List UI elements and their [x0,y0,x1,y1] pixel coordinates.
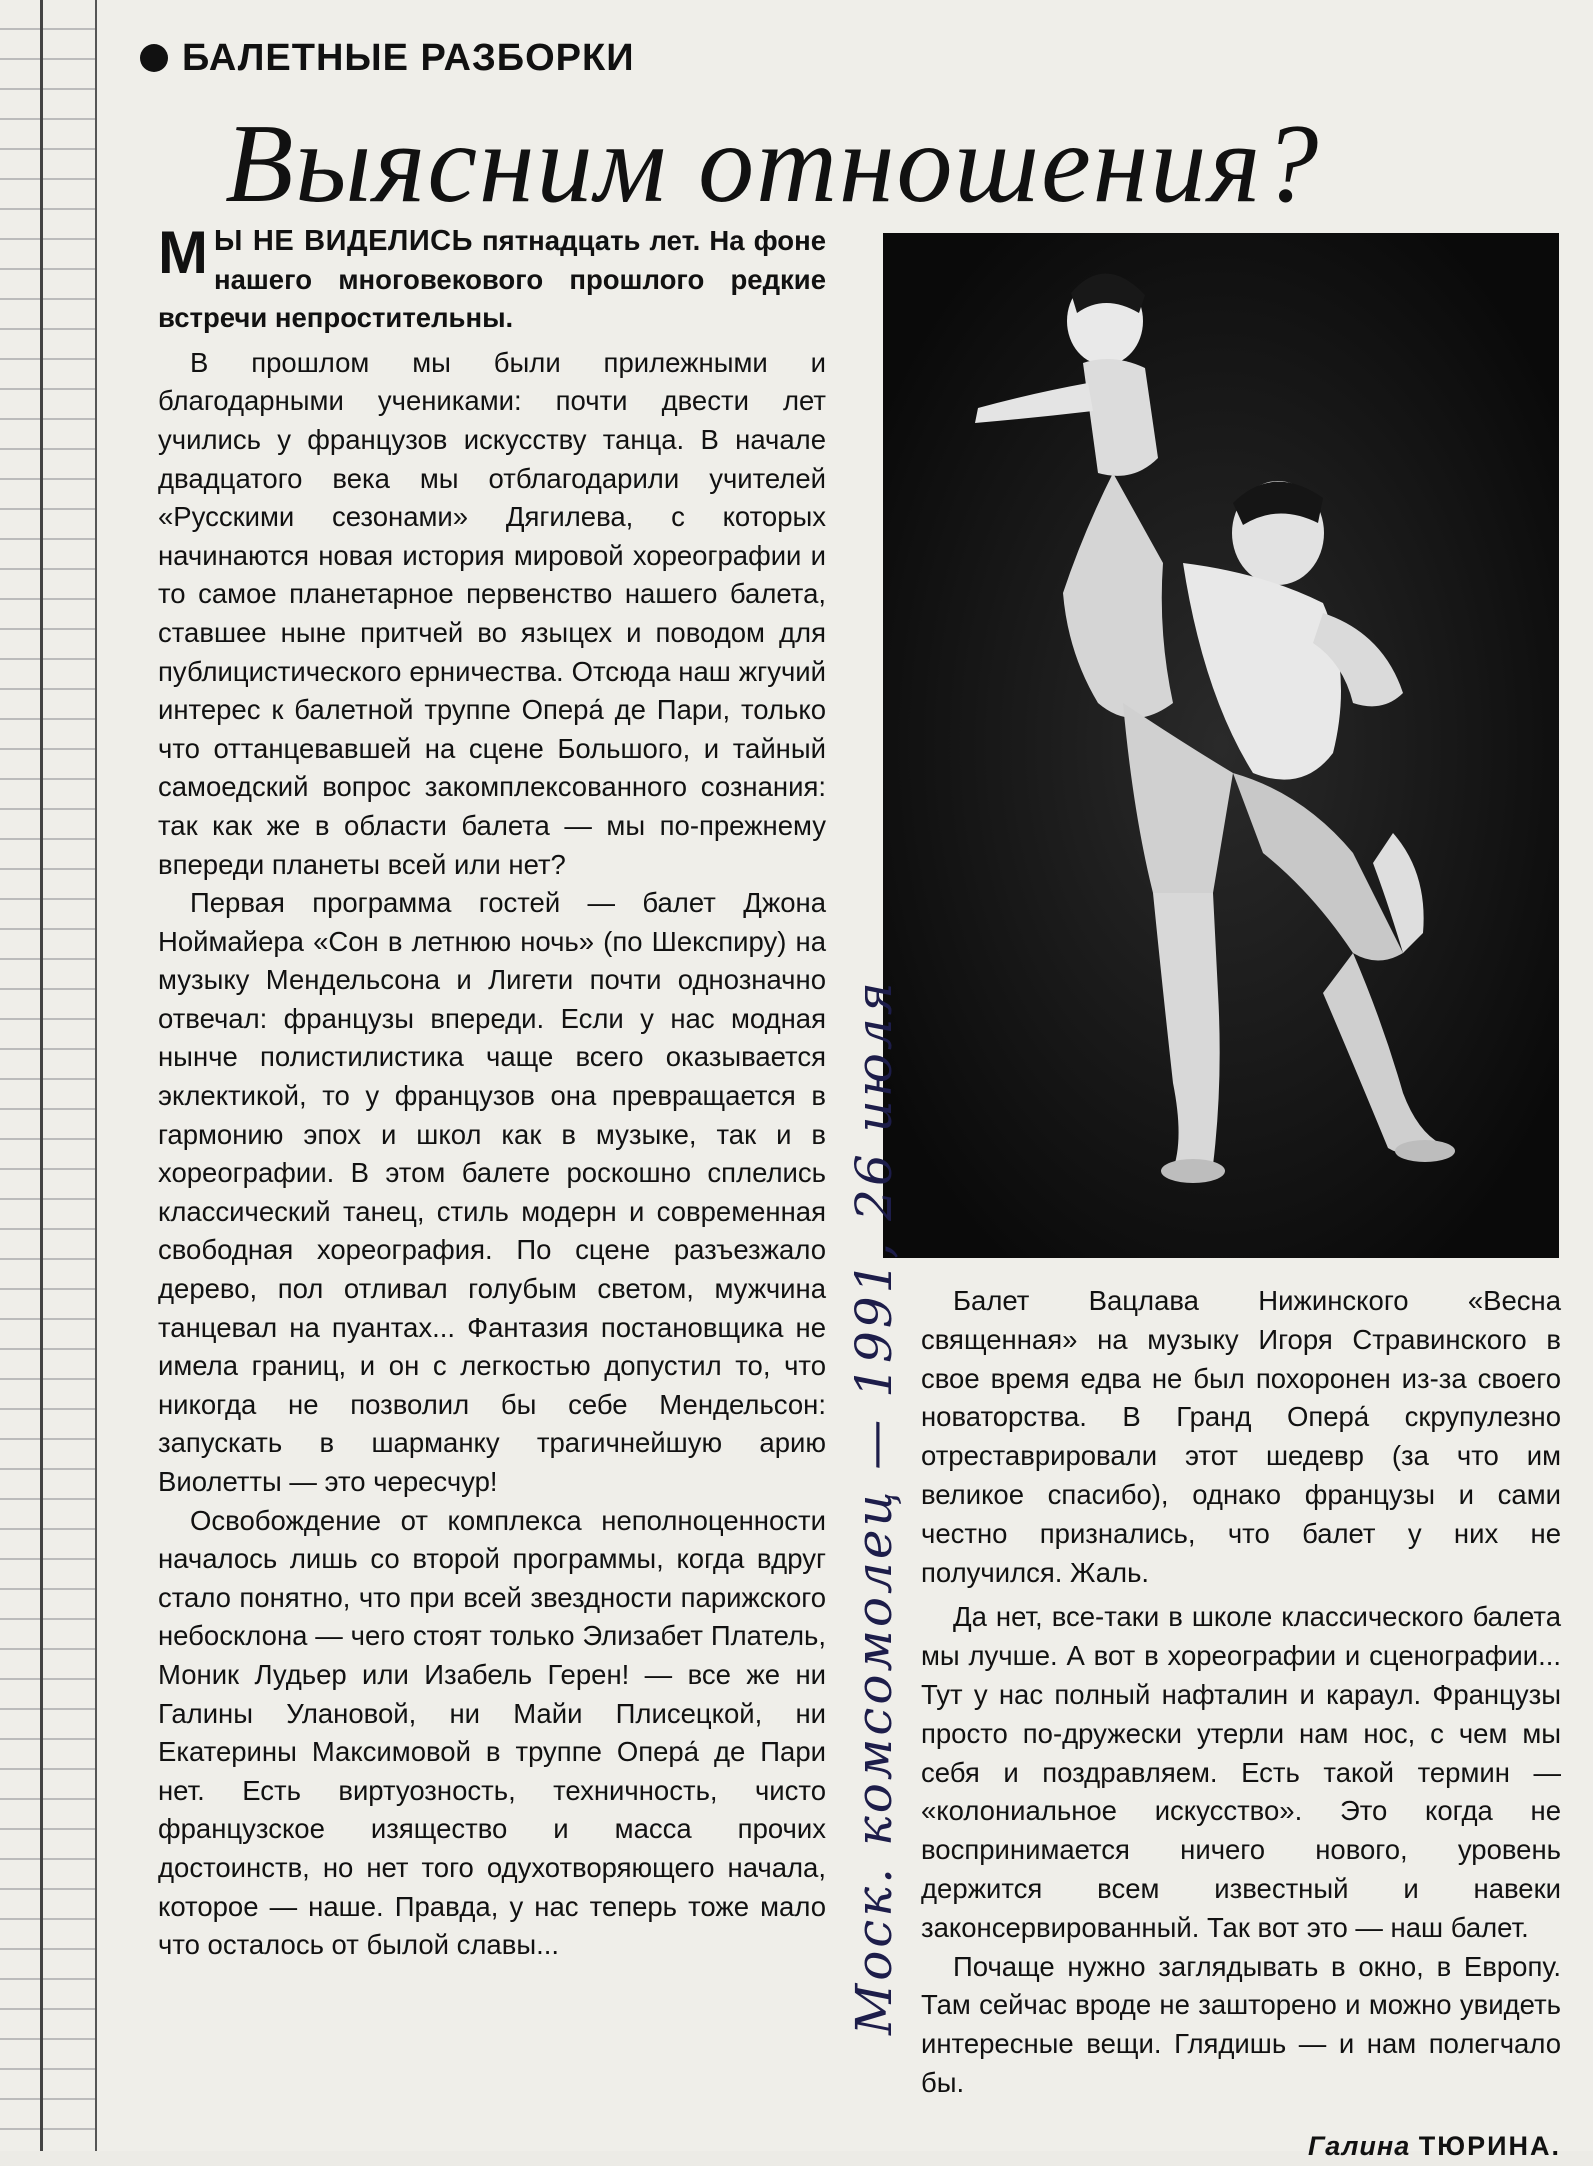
perforated-margin [0,0,97,2151]
lead-text: пятнадцать лет. На фоне нашего многовекового прошлого редкие встречи непростительны. [158,225,826,334]
drop-cap: М [158,219,208,286]
handwritten-source-note: Моск. комсомолец — 1991, 26 июля [845,979,903,2035]
author-surname: ТЮРИНА. [1418,2130,1561,2161]
rubric-label: БАЛЕТНЫЕ РАЗБОРКИ [182,36,635,79]
article-left-column [158,219,826,1965]
paragraph: Освобождение от комплекса неполноценности началось лишь со второй программы, когда вдруг стало понятно, что при всей звездности парижского небосклона — чего стоят только Элизабет Платель, Моник Лудьер или Изабель Герен! — все же ни Галины Улановой, ни Майи Плисецкой, ни Екатерины Максимовой в труппе Опера́ де Пари нет. Есть виртуозность, техничность, чисто французское изящество и масса прочих достоинств, но нет того одухотворяющего начала, которое — наше. Правда, у нас теперь тоже мало что осталось от былой славы... [158,1504,826,1961]
dancers-illustration [883,233,1559,1258]
ballet-photo [883,233,1559,1258]
author-signature [921,2127,1561,2166]
paragraph: Да нет, все-таки в школе классического балета мы лучше. А вот в хореографии и сценографии... Тут у нас полный нафталин и караул. Французы просто по-дружески утерли нам нос, с чем мы себя и поздравляем. Есть такой термин — «колониальное искусство». Это когда не воспринимается ничего нового, уровень держится всем известный и навеки законсервированный. Так вот это — наш балет. [921,1601,1561,1943]
paragraph: Первая программа гостей — балет Джона Ноймайера «Сон в летнюю ночь» (по Шекспиру) на музыку Мендельсона и Лигети почти однозначно отвечал: французы впереди. Если у нас модная нынче полистилистика чаще всего оказывается эклектикой, то у французов она превращается в гармонию эпох и школ как в музыке, так и в хореографии. В этом балете роскошно сплелись классический танец, стиль модерн и современная свободная хореография. По сцене разъезжало дерево, пол отливал голубым светом, мужчина танцевал на пуантах... Фантазия постановщика не имела границ, и он с легкостью допустил то, что никогда не позволил бы себе Мендельсон: запускать в шарманку трагичнейшую арию Виолетты — это чересчур! [158,887,826,1497]
paragraph: Почаще нужно заглядывать в окно, в Европу. Там сейчас вроде не зашторено и можно увидеть интересные вещи. Глядишь — и нам полегчало бы. [921,1950,1561,2098]
author-first-name: Галина [1308,2130,1411,2161]
bullet-icon [140,44,168,72]
rubric [140,28,635,88]
lead-caps: Ы НЕ ВИДЕЛИСЬ [213,225,473,257]
headline: Выясним отношения? [225,102,1321,226]
paragraph: В прошлом мы были прилежными и благодарными учениками: почти двести лет учились у французов искусству танца. В начале двадцатого века мы отблагодарили учителей «Русскими сезонами» Дягилева, с которых начинаются новая история мировой хореографии и то самое планетарное первенство нашего балета, ставшее ныне притчей во языцех и поводом для публицистического ерничества. Отсюда наш жгучий интерес к балетной труппе Опера́ де Пари, только что оттанцевавшей на сцене Большого, и тайный самоедский вопрос закомплексованного сознания: так как же в области балета — мы по-прежнему впереди планеты всей или нет? [158,346,826,880]
article-right-column [921,1282,1561,2166]
photo-caption: Балет Вацлава Нижинского «Весна священная» на музыку Игоря Стравинского в свое время едва не был похоронен из-за своего новаторства. В Гранд Опера́ скрупулезно отреставрировали этот шедевр (за что им великое спасибо), однако французы и сами честно признались, что балет у них не получился. Жаль. [921,1285,1561,1588]
lead-paragraph [158,219,826,338]
